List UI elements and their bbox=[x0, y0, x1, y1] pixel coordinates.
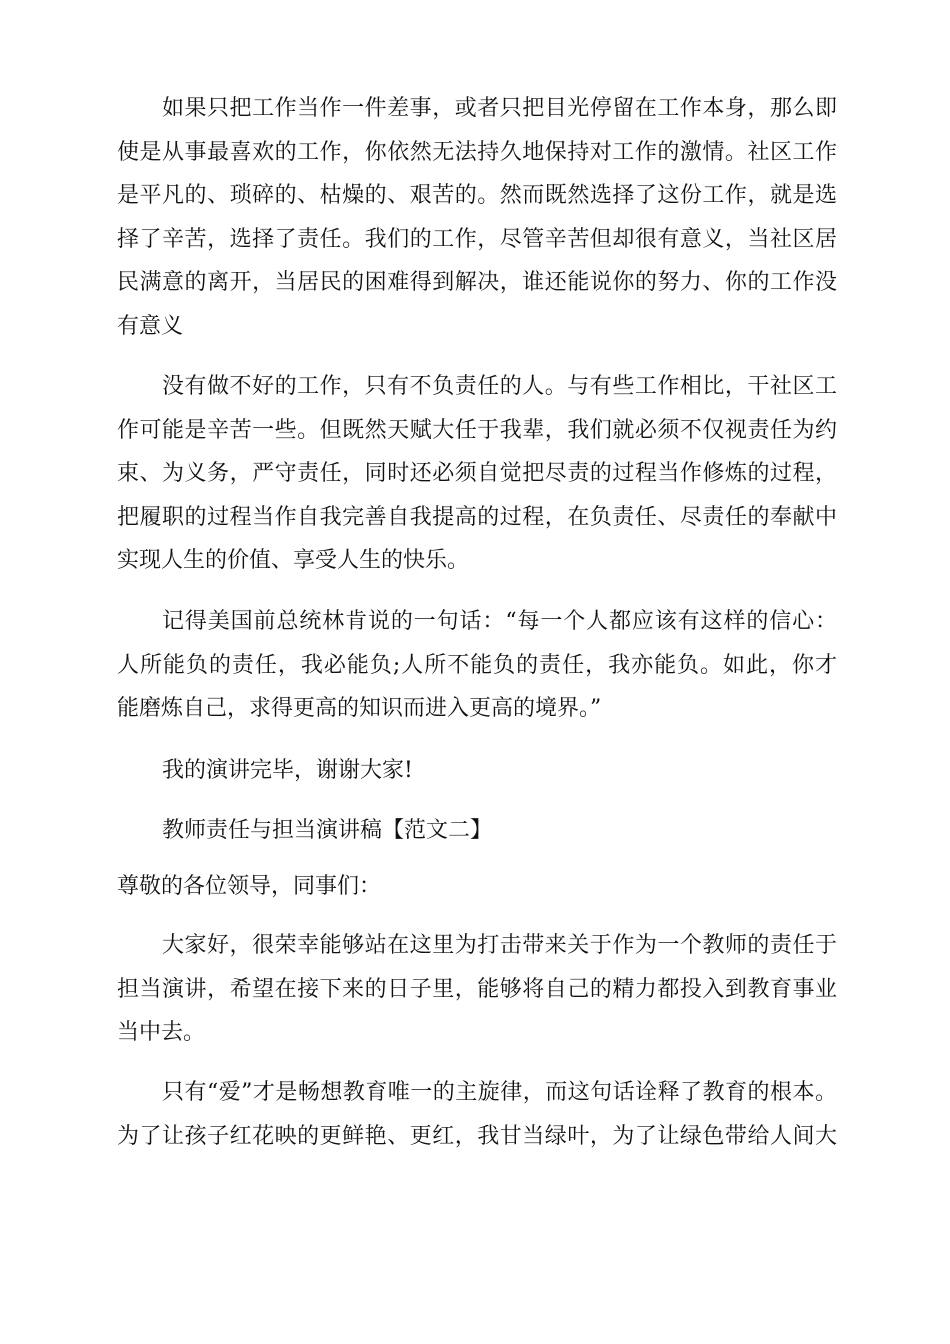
paragraph-line: 我的演讲完毕，谢谢大家! bbox=[162, 758, 413, 783]
paragraph-line: 实现人生的价值、享受人生的快乐。 bbox=[117, 548, 470, 573]
paragraph-3 bbox=[117, 600, 837, 731]
paragraph-line: 有意义 bbox=[117, 313, 184, 339]
paragraph-line: 是平凡的、琐碎的、枯燥的、艰苦的。然而既然选择了这份工作，就是选 bbox=[117, 183, 837, 208]
paragraph-line: 人所能负的责任，我必能负;人所不能负的责任，我亦能负。如此，你才 bbox=[117, 652, 837, 678]
paragraph-7 bbox=[117, 924, 837, 1055]
paragraph-line: 只有“爱”才是畅想教育唯一的主旋律，而这句话诠释了教育的根本。 bbox=[162, 1080, 837, 1105]
paragraph-line: 作可能是辛苦一些。但既然天赋大任于我辈，我们就必须不仅视责任为约 bbox=[117, 417, 837, 443]
paragraph-line: 记得美国前总统林肯说的一句话：“每一个人都应该有这样的信心： bbox=[162, 609, 837, 634]
closing-remark bbox=[117, 749, 837, 793]
paragraph-line: 能磨炼自己，求得更高的知识而进入更高的境界。” bbox=[117, 696, 602, 721]
salutation-text: 尊敬的各位领导，同事们： bbox=[117, 874, 382, 899]
paragraph-line: 把履职的过程当作自我完善自我提高的过程，在负责任、尽责任的奉献中 bbox=[117, 504, 837, 530]
paragraph-line: 束、为义务，严守责任，同时还必须自觉把尽责的过程当作修炼的过程， bbox=[117, 461, 837, 486]
paragraph-line: 大家好，很荣幸能够站在这里为打击带来关于作为一个教师的责任于 bbox=[162, 933, 837, 958]
salutation bbox=[117, 865, 837, 909]
paragraph-8 bbox=[117, 1071, 837, 1158]
section-title bbox=[117, 809, 837, 853]
paragraph-2 bbox=[117, 365, 837, 583]
paragraph-line: 择了辛苦，选择了责任。我们的工作，尽管辛苦但却很有意义，当社区居 bbox=[117, 226, 837, 252]
section-title-text: 教师责任与担当演讲稿【范文二】 bbox=[162, 818, 493, 843]
paragraph-line: 担当演讲，希望在接下来的日子里，能够将自己的精力都投入到教育事业 bbox=[117, 976, 837, 1002]
paragraph-1 bbox=[117, 87, 837, 348]
paragraph-line: 如果只把工作当作一件差事，或者只把目光停留在工作本身，那么即 bbox=[162, 96, 837, 121]
paragraph-line: 当中去。 bbox=[117, 1020, 206, 1045]
paragraph-line: 没有做不好的工作，只有不负责任的人。与有些工作相比，干社区工 bbox=[162, 374, 837, 399]
paragraph-line: 为了让孩子红花映的更鲜艳、更红，我甘当绿叶，为了让绿色带给人间大 bbox=[117, 1123, 837, 1149]
paragraph-line: 民满意的离开，当居民的困难得到解决，谁还能说你的努力、你的工作没 bbox=[117, 270, 837, 295]
paragraph-line: 使是从事最喜欢的工作，你依然无法持久地保持对工作的激情。社区工作 bbox=[117, 139, 837, 165]
